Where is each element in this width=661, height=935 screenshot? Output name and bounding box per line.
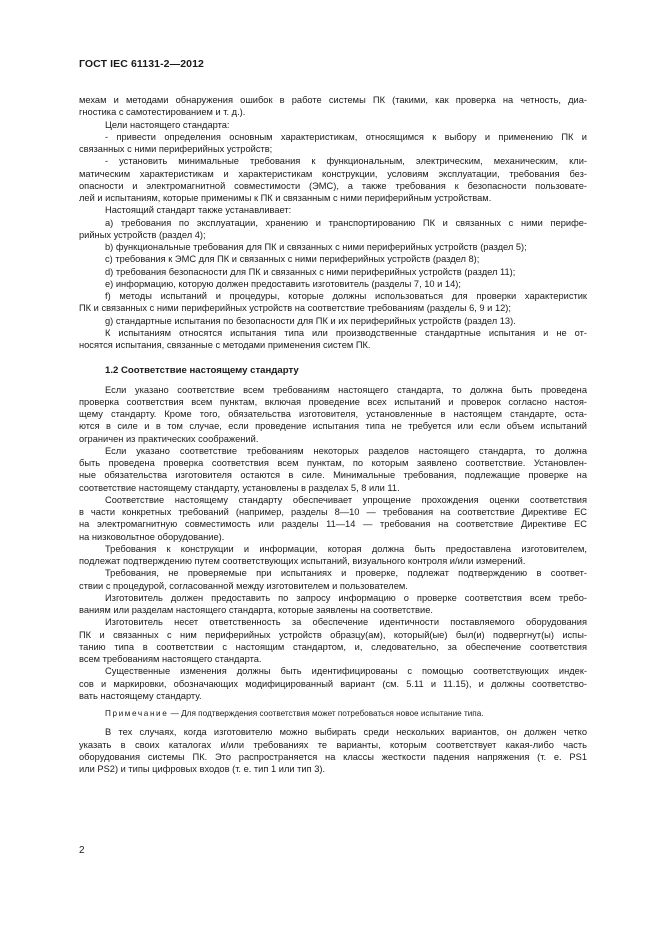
text-line: или PS2) и типы цифровых входов (т. е. тип 1 или тип 3). <box>79 764 326 774</box>
paragraph <box>79 494 587 543</box>
paragraph <box>79 616 587 665</box>
text-line: ствии с процедурой, согласованной между изготовителем и пользователем. <box>79 580 408 591</box>
text-line: Цели настоящего стандарта: <box>105 119 230 130</box>
text-line: - привести определения основным характеристикам, относящимся к выбору и применению ПК и <box>105 131 587 142</box>
text-line: a) требования по эксплуатации, хранению и транспортированию ПК и связанных с ними перифе- <box>105 217 587 228</box>
text-line: на электромагнитную совместимость или разделы 11—14 — требования на соответствие Директиве ЕС <box>79 519 587 530</box>
paragraph <box>79 726 587 775</box>
paragraph <box>79 204 587 216</box>
page-number: 2 <box>79 845 85 856</box>
note-text: — Для подтверждения соответствия может потребоваться новое испытание типа. <box>168 709 484 718</box>
text-line: быть проведена проверка соответствия всем пунктам, по которым заявлено соответствие. Установлен- <box>79 458 587 468</box>
paragraph <box>79 384 587 445</box>
paragraph <box>79 665 587 702</box>
text-line: подлежат подтверждению путем соответствующих испытаний, визуального контроля и/или измерений. <box>79 556 526 566</box>
text-line: Требования, не проверяемые при испытаниях и проверке, подлежат подтверждению в соответ- <box>105 568 587 579</box>
text-line: опасности и электромагнитной совместимости (ЭМС), а также требования к безопасности пользовате- <box>79 180 587 191</box>
text-line: Если указано соответствие всем требованиям настоящего стандарта, то должна быть проведена <box>105 384 587 395</box>
text-line: - установить минимальные требования к функциональным, электрическим, механическим, кли- <box>105 156 587 167</box>
paragraph <box>79 94 587 119</box>
text-line: ются в силе и в том случае, если проведение испытания типа не требуется или если объем испытаний <box>79 421 587 432</box>
text-line: ваниям или разделам настоящего стандарта, которые заявлены на соответствие. <box>79 605 433 615</box>
text-line: рийных устройств (раздел 4); <box>79 229 206 240</box>
text-line: Требования к конструкции и информации, которая должна быть предоставлена изготовителем, <box>105 543 587 554</box>
text-line: b) функциональные требования для ПК и связанных с ними периферийных устройств (раздел 5); <box>105 242 527 252</box>
text-line: g) стандартные испытания по безопасности для ПК и их периферийных устройств (раздел 13). <box>105 315 516 326</box>
paragraph <box>79 315 587 327</box>
text-line: Настоящий стандарт также устанавливает: <box>105 205 292 216</box>
text-line: ПК и связанных с ним периферийных устройств образцу(ам), который(ые) был(и) подвергнут(ы) испы- <box>79 629 587 640</box>
text-line: d) требования безопасности для ПК и связанных с ними периферийных устройств (раздел 11); <box>105 266 516 277</box>
text-line: соответствие настоящему стандарту, установлены в разделах 5, 8 или 11. <box>79 482 400 493</box>
text-line: Изготовитель должен предоставить по запросу информацию о проверке соответствия всем требо- <box>105 592 587 603</box>
text-line: проверка соответствия всем пунктам, включая проведение всех испытаний и проверок согласно настоя- <box>79 396 587 407</box>
text-line: носятся испытания, связанные с методами применения систем ПК. <box>79 340 371 350</box>
text-line: в части конкретных требований (например, разделы 8—10 — требования на соответствие Директиве ЕС <box>79 507 587 517</box>
text-line: c) требования к ЭМС для ПК и связанных с ними периферийных устройств (раздел 8); <box>105 254 480 265</box>
text-line: щему стандарту. Кроме того, обязательства изготовителя, установленные в настоящем стандарте, оста- <box>79 409 587 419</box>
paragraph <box>79 290 587 315</box>
text-line: мехам и методами обнаружения ошибок в работе системы ПК (такими, как проверка на четность, диа- <box>79 95 587 105</box>
paragraph <box>79 592 587 617</box>
text-line: всем требованиям настоящего стандарта. <box>79 654 262 664</box>
text-line: матическим характеристикам и характеристикам конструкции, условиям эксплуатации, требования без- <box>79 168 587 179</box>
paragraph <box>79 445 587 494</box>
intro-paragraphs <box>79 94 587 351</box>
paragraph <box>79 131 587 156</box>
text-line: указать в своих каталогах и/или требованиях те варианты, которым соответствует какая-либо часть <box>79 739 587 750</box>
text-line: гностика с самотестированием и т. д.). <box>79 107 246 118</box>
note-label: Примечание <box>105 709 169 718</box>
paragraph <box>79 266 587 278</box>
text-line: Соответствие настоящему стандарту обеспечивает упрощение прохождения оценки соответствия <box>105 494 587 505</box>
paragraph <box>79 543 587 568</box>
text-line: на низковольтное оборудование). <box>79 531 225 542</box>
text-line: Существенные изменения должны быть идентифицированы с помощью соответствующих индек- <box>105 666 587 677</box>
text-line: Если указано соответствие требованиям некоторых разделов настоящего стандарта, то должна <box>105 445 587 456</box>
text-line: оборудования системы ПК. Это распространяется на классы жесткости падения напряжения (т. е. PS1 <box>79 751 587 762</box>
text-line: сов и маркировки, обозначающих модифицированный вариант (см. 5.11 и 11.15), и должны соответство- <box>79 678 587 689</box>
paragraph <box>79 155 587 204</box>
text-line: ные обязательства изготовителя остаются в силе. Минимальные требования, подлежащие проверке на <box>79 470 587 481</box>
text-line: К испытаниям относятся испытания типа или производственные стандартные испытания и не от- <box>105 327 587 338</box>
document-body <box>79 94 587 775</box>
paragraph <box>79 327 587 352</box>
note <box>79 708 587 720</box>
section-heading: 1.2 Соответствие настоящему стандарту <box>105 365 299 377</box>
paragraph <box>79 217 587 242</box>
document-header: ГОСТ IEC 61131-2—2012 <box>79 58 204 70</box>
text-line: вать настоящему стандарту. <box>79 690 202 701</box>
text-line: Изготовитель несет ответственность за обеспечение идентичности поставляемого оборудования <box>105 617 587 628</box>
text-line: e) информацию, которую должен предоставить изготовитель (разделы 7, 10 и 14); <box>105 278 461 289</box>
text-line: ограничен из практических соображений. <box>79 433 259 444</box>
paragraph <box>79 567 587 592</box>
text-line: В тех случаях, когда изготовителю можно выбирать среди нескольких вариантов, он должен четко <box>105 727 587 738</box>
paragraph <box>79 241 587 253</box>
text-line: связанных с ними периферийных устройств; <box>79 144 273 154</box>
section-paragraphs <box>79 384 587 703</box>
text-line: лей и испытаниям, которые применимы к ПК и связанным с ними периферийным устройствам. <box>79 193 492 203</box>
text-line: ПК и связанных с ними периферийных устройств на соответствие требованиям (разделы 6, 9 и 12); <box>79 303 511 314</box>
text-line: f) методы испытаний и процедуры, которые должны использоваться для проверки характеристик <box>105 291 587 301</box>
paragraph <box>79 119 587 131</box>
paragraph <box>79 278 587 290</box>
text-line: танию типа в соответствии с настоящим стандартом, и, следовательно, за обеспечение соответствия <box>79 641 587 652</box>
closing-paragraphs <box>79 726 587 775</box>
paragraph <box>79 253 587 265</box>
